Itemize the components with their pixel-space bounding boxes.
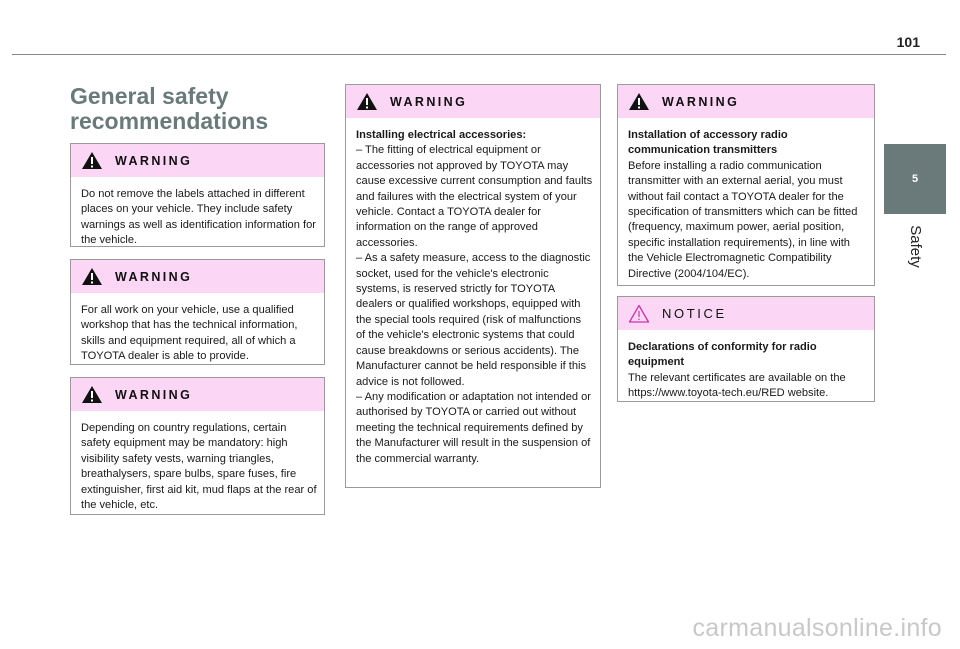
warning-body — [71, 411, 324, 522]
warning-text: Do not remove the labels attached in different places on your vehicle. They include safety warnings as well as identification information for the vehicle. — [81, 188, 316, 247]
warning-box-electrical-accessories — [345, 84, 601, 488]
notice-paragraph: The relevant certificates are available on the https://www.toyota-tech.eu/RED website. — [628, 371, 846, 400]
warning-box-workshop — [70, 259, 325, 365]
warning-paragraph: Before installing a radio communication transmitter with an external aerial, you must without fail contact a TOYOTA dealer for the specification of transmitters which can be fitted (frequency, maximum power, aerial position, specific installation requirements), in line with the Vehicle Electromagnetic Compatibility Directive (2004/104/EC). — [628, 159, 858, 280]
warning-paragraph: – As a safety measure, access to the diagnostic socket, used for the vehicle's electronic systems, is reserved strictly for TOYOTA dealers or qualified workshops, equipped with the special tools required (risk of malfunctions of the vehicle's electronic systems that could cause breakdowns or serious accidents). The Manufacturer cannot be held responsible if this advice is not followed. — [356, 252, 591, 388]
warning-triangle-icon — [81, 267, 103, 286]
warning-label: WARNING — [115, 387, 193, 402]
notice-triangle-icon — [628, 304, 650, 323]
notice-header — [618, 297, 874, 330]
warning-box-labels — [70, 143, 325, 247]
warning-triangle-icon — [356, 92, 378, 111]
warning-paragraph: – The fitting of electrical equipment or accessories not approved by TOYOTA may cause excessive current consumption and faults and failures with the electrical system of your vehicle. Contact a TOYOTA dealer for information on the range of approved accessories. — [356, 144, 593, 249]
chapter-number: 5 — [911, 173, 919, 185]
page-title: General safety recommendations — [70, 83, 269, 134]
warning-header — [618, 85, 874, 118]
page-number: 101 — [896, 34, 920, 50]
warning-body — [618, 118, 874, 291]
warning-header — [346, 85, 600, 118]
notice-box-conformity — [617, 296, 875, 402]
warning-header — [71, 260, 324, 293]
notice-heading: Declarations of conformity for radio equipment — [628, 341, 817, 369]
warning-box-radio-transmitters — [617, 84, 875, 286]
warning-body — [71, 177, 324, 258]
warning-label: WARNING — [390, 94, 468, 109]
warning-triangle-icon — [81, 151, 103, 170]
warning-header — [71, 144, 324, 177]
notice-body — [618, 330, 874, 411]
warning-paragraph: – Any modification or adaptation not intended or authorised by TOYOTA or carried out without meeting the technical requirements defined by the Manufacturer will result in the suspension of the commercial warranty. — [356, 390, 591, 465]
warning-triangle-icon — [81, 385, 103, 404]
warning-triangle-icon — [628, 92, 650, 111]
warning-box-equipment — [70, 377, 325, 515]
warning-header — [71, 378, 324, 411]
warning-text: For all work on your vehicle, use a qualified workshop that has the technical information, skills and equipment required, all of which a TOYOTA dealer is able to provide. — [81, 304, 298, 363]
notice-label: NOTICE — [662, 306, 727, 321]
warning-label: WARNING — [662, 94, 740, 109]
warning-label: WARNING — [115, 153, 193, 168]
chapter-tab[interactable] — [884, 144, 946, 214]
warning-heading: Installation of accessory radio communication transmitters — [628, 129, 788, 157]
chapter-label: Safety — [906, 224, 924, 268]
warning-label: WARNING — [115, 269, 193, 284]
warning-heading: Installing electrical accessories: — [356, 129, 527, 141]
chapter-label-container — [884, 214, 946, 278]
watermark: carmanualsonline.info — [692, 614, 942, 642]
header-divider — [12, 54, 946, 55]
warning-text: Depending on country regulations, certain safety equipment may be mandatory: high visibility safety vests, warning triangles, breathalysers, spare bulbs, spare fuses, fire extinguisher, first aid kit, mud flaps at the rear of the vehicle, etc. — [81, 422, 317, 512]
warning-body — [346, 118, 600, 476]
warning-body — [71, 293, 324, 374]
